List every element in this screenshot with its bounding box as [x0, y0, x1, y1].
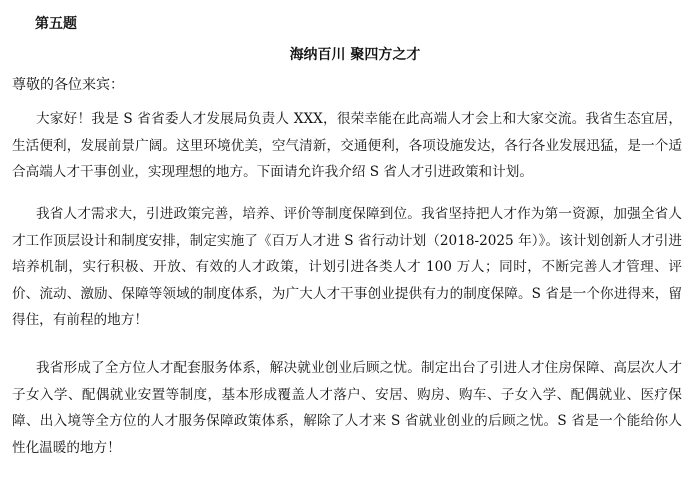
salutation: 尊敬的各位来宾： — [12, 77, 124, 93]
speech-title: 海纳百川 聚四方之才 — [289, 47, 421, 63]
paragraph-services: 我省形成了全方位人才配套服务体系，解决就业创业后顾之忧。制定出台了引进人才住房保障、高层次人才子女入学、配偶就业安置等制度，基本形成覆盖人才落户、安居、购房、购车、子女入学、配偶就业、医疗保障、出入境等全方位的人才服务保障政策体系，解除了人才来 S 省就业创业的后顾之忧。S 省是一个能给你人性化温暖的地方！ — [12, 360, 682, 456]
paragraph-intro: 大家好！我是 S 省省委人才发展局负责人 XXX，很荣幸能在此高端人才会上和大家交流。我省生态宜居，生活便利，发展前景广阔。这里环境优美，空气清新，交通便利，各项设施发达，各行各业发展迅猛，是一个适合高端人才干事创业，实现理想的地方。下面请允许我介绍 S 省人才引进政策和计划。 — [12, 111, 682, 180]
question-heading: 第五题 — [35, 16, 77, 32]
paragraph-policy: 我省人才需求大，引进政策完善，培养、评价等制度保障到位。我省坚持把人才作为第一资源，加强全省人才工作顶层设计和制度安排，制定实施了《百万人才进 S 省行动计划（2018-2025 年）》。该计划创新人才引进培养机制，实行积极、开放、有效的人才政策，计划引进各类人才 100 万人；同时，不断完善人才管理、评价、流动、激励、保障等领域的制度体系，为广大人才干事创业提供有力的制度保障。S 省是一个你进得来，留得住，有前程的地方！ — [12, 206, 682, 328]
